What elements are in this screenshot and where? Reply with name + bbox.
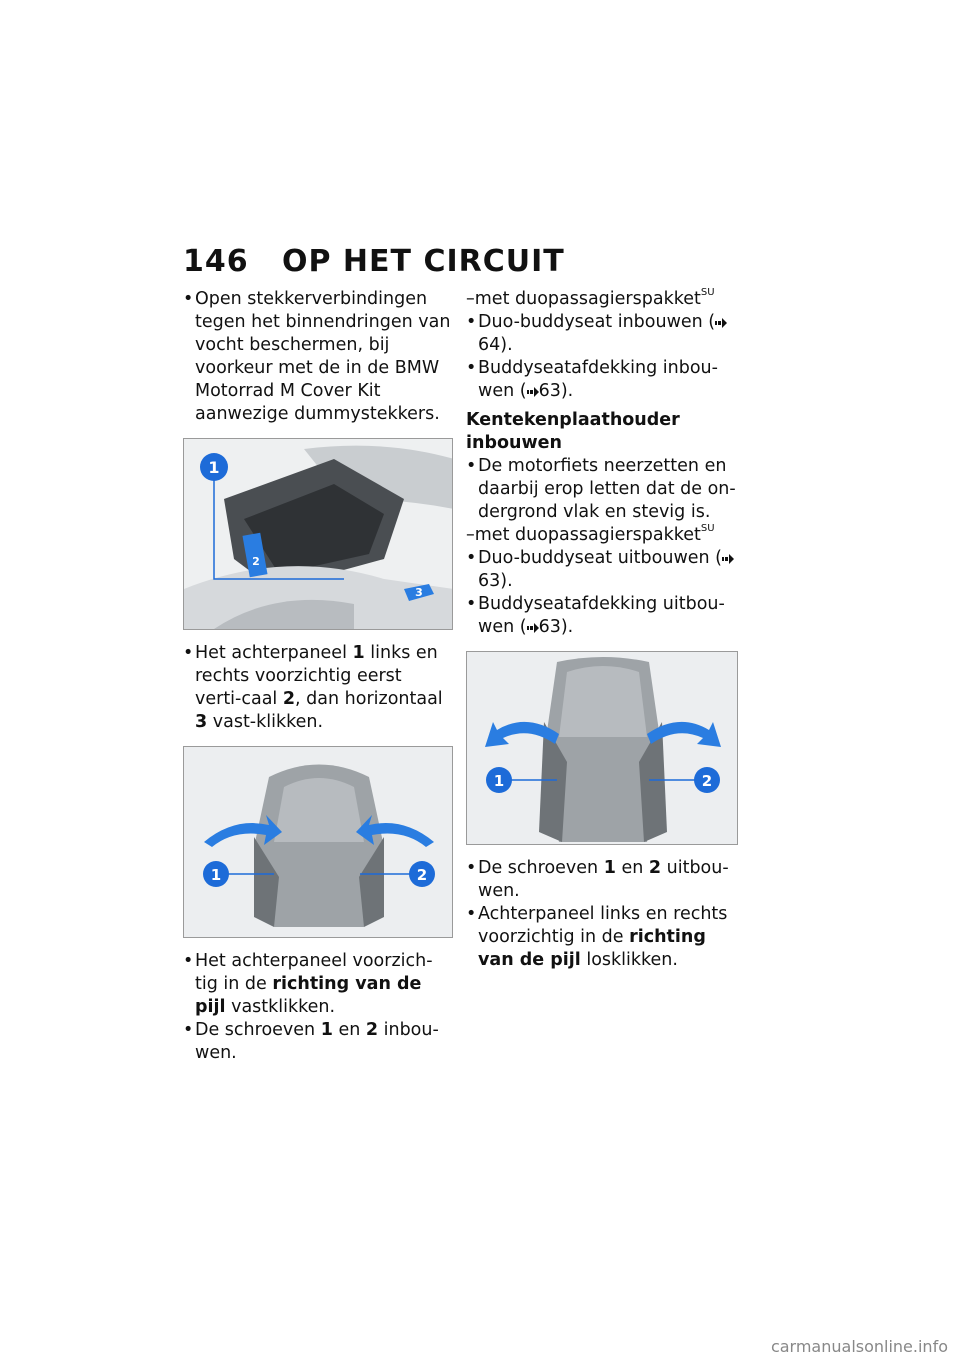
- rear-panel-illustration: [184, 439, 453, 629]
- callout-2: 2: [701, 772, 713, 790]
- page-header: [183, 244, 565, 279]
- figure-rear-panel-arrows: [183, 746, 453, 938]
- list-item: • Het achterpaneel 1 links en rechts voorzichtig eerst verti-caal 2, dan horizontaal 3 vast-klikken.: [183, 643, 443, 732]
- page-reference-arrow-icon: [722, 554, 734, 564]
- left-column: [183, 288, 453, 1065]
- list-item: • De schroeven 1 en 2 uitbou-wen.: [466, 858, 729, 901]
- list-item: • De schroeven 1 en 2 inbou-wen.: [183, 1020, 439, 1063]
- callout-1: 1: [493, 772, 505, 790]
- rear-panel-removal-illustration: [467, 652, 738, 844]
- list-item: • Achterpaneel links en rechts voorzichtig in de richting van de pijl losklikken.: [466, 904, 728, 970]
- figure-rear-panel-removal: [466, 651, 738, 845]
- watermark: carmanualsonline.info: [770, 1337, 948, 1356]
- page-title: OP HET CIRCUIT: [282, 244, 565, 279]
- callout-3: 3: [415, 586, 423, 599]
- figure-rear-panel-install: [183, 438, 453, 630]
- rear-panel-arrows-illustration: [184, 747, 453, 937]
- list-item: • Buddyseatafdekking uitbou-wen ( 63).: [466, 594, 725, 637]
- list-item: • Het achterpaneel voorzich-tig in de richting van de pijl vastklikken.: [183, 951, 433, 1017]
- callout-1: 1: [210, 866, 222, 884]
- list-item: • Open stekkerverbindingen tegen het binnendringen van vocht beschermen, bij voorkeur met de in de BMW Motorrad M Cover Kit aanwezige dummystekkers.: [183, 289, 451, 424]
- callout-1: 1: [208, 458, 220, 477]
- page-reference-arrow-icon: [715, 318, 727, 328]
- page-reference-arrow-icon: [527, 387, 539, 397]
- callout-2: 2: [252, 555, 260, 568]
- page-number: 146: [183, 244, 249, 279]
- list-item: • Duo-buddyseat uitbouwen (63).: [466, 547, 738, 593]
- list-item: • Buddyseatafdekking inbou-wen ( 63).: [466, 358, 718, 401]
- callout-2: 2: [416, 866, 428, 884]
- list-item: • Duo-buddyseat inbouwen (64).: [466, 311, 738, 357]
- list-item: • De motorfiets neerzetten en daarbij erop letten dat de on-dergrond vlak en stevig is.: [466, 456, 736, 522]
- section-heading: Kentekenplaathouder inbouwen: [466, 410, 680, 453]
- page-reference-arrow-icon: [527, 623, 539, 633]
- condition-line: –met duopassagierspakket$^{SU}$: [466, 287, 715, 309]
- condition-line: –met duopassagierspakket$^{SU}$: [466, 523, 715, 545]
- right-column: [466, 288, 738, 972]
